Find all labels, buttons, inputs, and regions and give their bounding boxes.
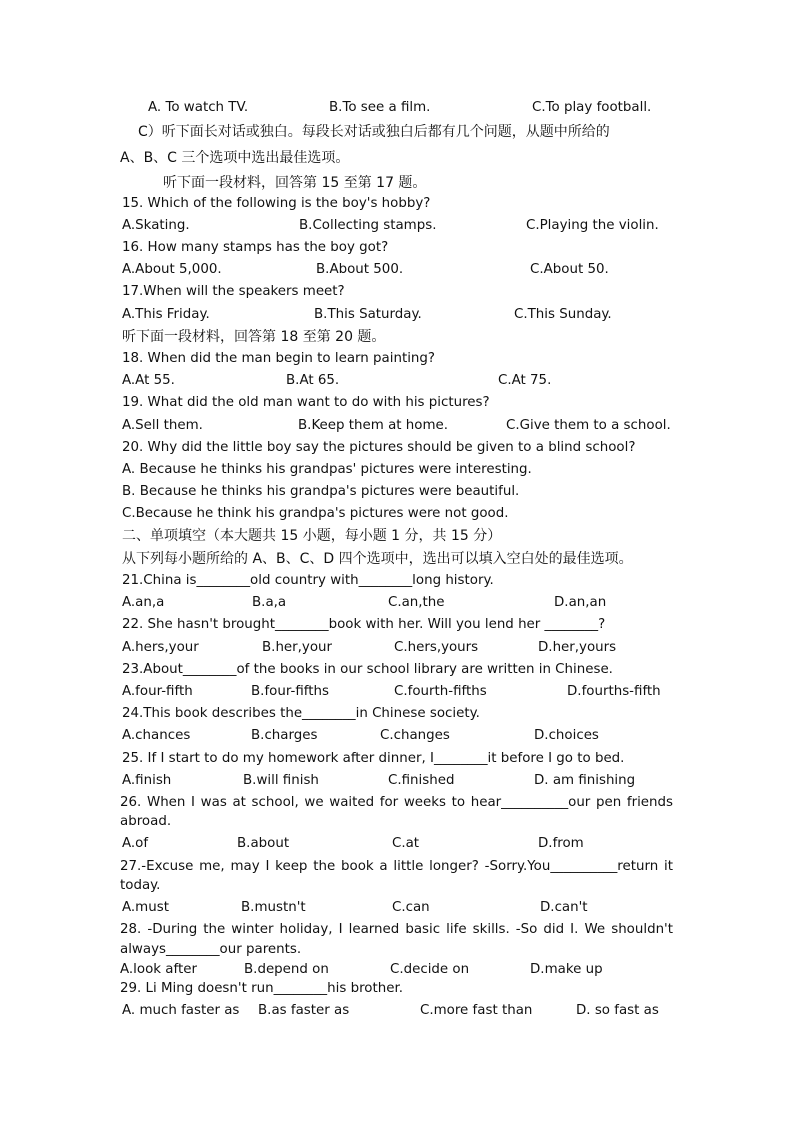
- q20-option-a: A. Because he thinks his grandpas' pictures were interesting.: [122, 462, 532, 477]
- q15-option-a: A.Skating.: [122, 218, 190, 233]
- q19-option-a: A.Sell them.: [122, 418, 203, 433]
- section2-instruction: 从下列每小题所给的 A、B、C、D 四个选项中，选出可以填入空白处的最佳选项。: [122, 551, 633, 567]
- q24-option-a: A.chances: [122, 728, 191, 743]
- q17-option-a: A.This Friday.: [122, 307, 210, 322]
- q19-option-c: C.Give them to a school.: [506, 418, 671, 433]
- q24-option-c: C.changes: [380, 728, 450, 743]
- q16-question: 16. How many stamps has the boy got?: [122, 240, 389, 255]
- q14-option-c: C.To play football.: [532, 100, 652, 115]
- q22-question: 22. She hasn't brought________book with her. Will you lend her ________?: [122, 617, 606, 632]
- q18-option-b: B.At 65.: [286, 373, 340, 388]
- section-c-instruction-line2: A、B、C 三个选项中选出最佳选项。: [120, 150, 350, 166]
- q21-question: 21.China is________old country with________long history.: [122, 573, 494, 588]
- q24-option-d: D.choices: [534, 728, 599, 743]
- q26-option-b: B.about: [237, 836, 290, 851]
- q23-question: 23.About________of the books in our school library are written in Chinese.: [122, 662, 613, 677]
- q24-option-b: B.charges: [251, 728, 318, 743]
- q23-option-d: D.fourths-fifth: [567, 684, 661, 699]
- q28-question-line1: 28. -During the winter holiday, I learned basic life skills. -So did I. We shouldn't: [120, 922, 673, 937]
- section-c-instruction-line1: C）听下面长对话或独白。每段长对话或独白后都有几个问题，从题中所给的: [138, 124, 610, 140]
- q26-option-d: D.from: [538, 836, 584, 851]
- q29-option-c: C.more fast than: [420, 1003, 533, 1018]
- q23-option-a: A.four-fifth: [122, 684, 193, 699]
- q18-question: 18. When did the man begin to learn painting?: [122, 351, 436, 366]
- q24-question: 24.This book describes the________in Chinese society.: [122, 706, 480, 721]
- q29-option-b: B.as faster as: [258, 1003, 350, 1018]
- q23-option-b: B.four-fifths: [251, 684, 329, 699]
- q25-option-a: A.finish: [122, 773, 172, 788]
- q18-option-a: A.At 55.: [122, 373, 175, 388]
- q27-option-d: D.can't: [540, 900, 588, 915]
- q25-option-b: B.will finish: [243, 773, 319, 788]
- q22-option-c: C.hers,yours: [394, 640, 479, 655]
- section-c-sub-instruction-2: 听下面一段材料，回答第 18 至第 20 题。: [122, 329, 386, 345]
- q18-option-c: C.At 75.: [498, 373, 552, 388]
- q28-option-a: A.look after: [120, 962, 197, 977]
- q27-option-c: C.can: [392, 900, 430, 915]
- q27-option-a: A.must: [122, 900, 169, 915]
- q25-option-c: C.finished: [388, 773, 455, 788]
- q17-option-c: C.This Sunday.: [514, 307, 612, 322]
- section2-title: 二、单项填空（本大题共 15 小题，每小题 1 分，共 15 分）: [122, 528, 502, 544]
- q16-option-c: C.About 50.: [530, 262, 609, 277]
- q25-option-d: D. am finishing: [534, 773, 636, 788]
- section-c-sub-instruction-1: 听下面一段材料，回答第 15 至第 17 题。: [163, 175, 427, 191]
- q21-option-d: D.an,an: [554, 595, 607, 610]
- q21-option-a: A.an,a: [122, 595, 165, 610]
- q28-question-line2: always________our parents.: [120, 942, 302, 957]
- q15-question: 15. Which of the following is the boy's hobby?: [122, 196, 431, 211]
- q17-question: 17.When will the speakers meet?: [122, 284, 345, 299]
- q20-option-c: C.Because he think his grandpa's pictures were not good.: [122, 506, 509, 521]
- q16-option-b: B.About 500.: [316, 262, 404, 277]
- q23-option-c: C.fourth-fifths: [394, 684, 487, 699]
- q29-option-d: D. so fast as: [576, 1003, 659, 1018]
- q28-option-d: D.make up: [530, 962, 603, 977]
- q17-option-b: B.This Saturday.: [314, 307, 422, 322]
- q29-question: 29. Li Ming doesn't run________his brother.: [120, 981, 403, 996]
- q19-option-b: B.Keep them at home.: [298, 418, 448, 433]
- q20-option-b: B. Because he thinks his grandpa's pictures were beautiful.: [122, 484, 520, 499]
- q15-option-c: C.Playing the violin.: [526, 218, 659, 233]
- q21-option-c: C.an,the: [388, 595, 445, 610]
- q26-question-line2: abroad.: [120, 814, 172, 829]
- q29-option-a: A. much faster as: [122, 1003, 240, 1018]
- q22-option-a: A.hers,your: [122, 640, 199, 655]
- q27-option-b: B.mustn't: [241, 900, 306, 915]
- q27-question-line1: 27.-Excuse me, may I keep the book a little longer? -Sorry.You__________return it: [120, 859, 673, 874]
- q25-question: 25. If I start to do my homework after dinner, I________it before I go to bed.: [122, 751, 625, 766]
- q26-option-c: C.at: [392, 836, 420, 851]
- q27-question-line2: today.: [120, 878, 161, 893]
- q15-option-b: B.Collecting stamps.: [299, 218, 437, 233]
- q22-option-d: D.her,yours: [538, 640, 617, 655]
- q16-option-a: A.About 5,000.: [122, 262, 222, 277]
- q20-question: 20. Why did the little boy say the pictures should be given to a blind school?: [122, 440, 636, 455]
- q26-option-a: A.of: [122, 836, 149, 851]
- q28-option-c: C.decide on: [390, 962, 470, 977]
- q21-option-b: B.a,a: [252, 595, 287, 610]
- q26-question-line1: 26. When I was at school, we waited for weeks to hear__________our pen friends: [120, 795, 673, 810]
- q14-option-b: B.To see a film.: [329, 100, 431, 115]
- q19-question: 19. What did the old man want to do with his pictures?: [122, 395, 490, 410]
- q28-option-b: B.depend on: [244, 962, 329, 977]
- q22-option-b: B.her,your: [262, 640, 333, 655]
- q14-option-a: A. To watch TV.: [148, 100, 249, 115]
